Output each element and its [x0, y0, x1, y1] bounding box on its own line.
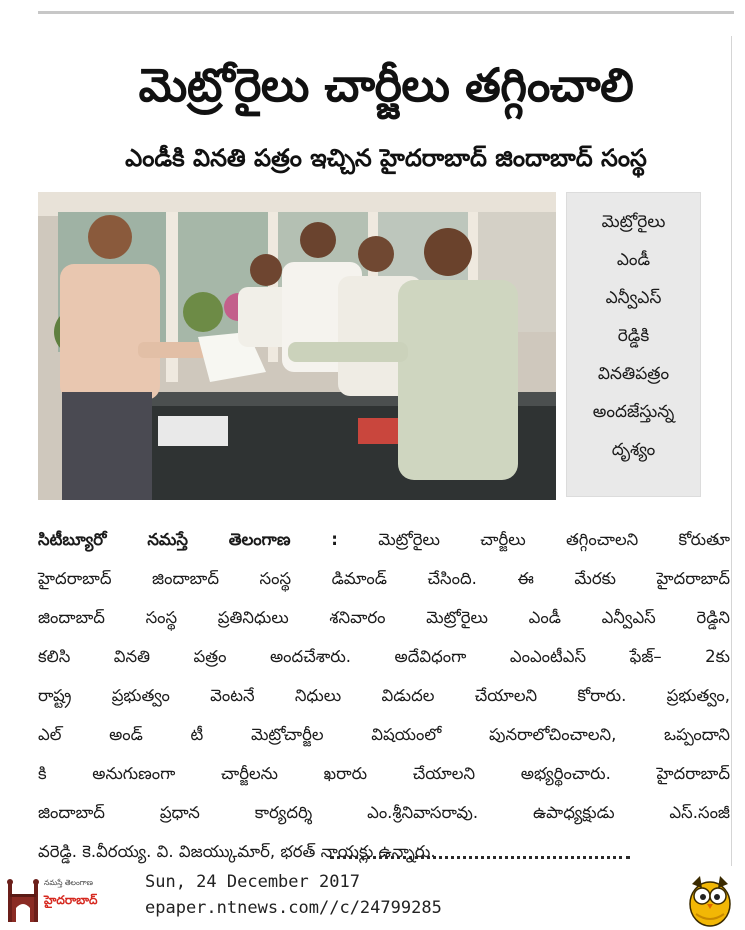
caption-line: వినతిపత్రం — [597, 364, 670, 384]
caption-line: దృశ్యం — [611, 440, 656, 460]
edition-date: Sun, 24 December 2017 — [145, 872, 360, 892]
article-line: జిందాబాద్ ప్రధాన కార్యదర్శి ఎం.శ్రీనివాసరావు. ఉపాధ్యక్షుడు ఎస్.సంజీ — [38, 803, 730, 822]
caption-line: ఎన్వీఎస్ — [605, 288, 662, 308]
photo-illustration — [38, 192, 556, 500]
article-line — [38, 520, 730, 559]
photo-caption — [566, 192, 701, 497]
article-text: మెట్రోరైలు చార్జీలు తగ్గించాలని కోరుతూ — [378, 530, 731, 549]
owl-icon[interactable] — [686, 870, 734, 928]
headline: మెట్రోరైలు చార్జీలు తగ్గించాలి — [138, 58, 634, 112]
article-line: కి అనుగుణంగా చార్జీలను ఖరారు చేయాలని అభ్యర్థించారు. హైదరాబాద్ — [38, 764, 730, 783]
news-photo — [38, 192, 556, 500]
clipping-edge — [330, 856, 630, 865]
logo-title: హైదరాబాద్ — [44, 893, 98, 907]
logo-tagline: నమస్తే తెలంగాణ — [44, 878, 93, 887]
caption-line: అందజేస్తున్న — [592, 402, 675, 422]
byline: సిటీబ్యూరో నమస్తే తెలంగాణ : — [38, 530, 338, 549]
caption-line: ఎండీ — [616, 250, 651, 270]
epaper-link[interactable]: epaper.ntnews.com//c/24799285 — [145, 898, 442, 918]
top-rule — [38, 11, 734, 14]
subheadline: ఎండీకి వినతి పత్రం ఇచ్చిన హైదరాబాద్ జిందాబాద్ సంస్థ — [125, 144, 647, 172]
article-line: రాష్ట్ర ప్రభుత్వం వెంటనే నిధులు విడుదల చేయాలని కోరారు. ప్రభుత్వం, — [38, 686, 730, 705]
article-body — [38, 520, 730, 871]
article-line: జిందాబాద్ సంస్థ ప్రతినిధులు శనివారం మెట్రోరైలు ఎండీ ఎన్వీఎస్ రెడ్డిని — [38, 608, 730, 627]
article-line: వరెడ్డి. కె.వీరయ్య. వి. విజయ్కుమార్, భరత్ నాయక్లు ఉన్నారు. — [38, 842, 436, 861]
article-line: కలిసి వినతి పత్రం అందచేశారు. అదేవిధంగా ఎంఎంటీఎస్ ఫేజ్– 2కు — [38, 647, 730, 666]
article-line: హైదరాబాద్ జిందాబాద్ సంస్థ డిమాండ్ చేసింది. ఈ మేరకు హైదరాబాద్ — [38, 569, 730, 588]
article-line: ఎల్ అండ్ టీ మెట్రోచార్జీల విషయంలో పునరాలోచించాలని, ఒప్పందాని — [38, 725, 730, 744]
caption-line: రెడ్డికి — [617, 326, 650, 346]
caption-line: మెట్రోరైలు — [601, 212, 666, 232]
